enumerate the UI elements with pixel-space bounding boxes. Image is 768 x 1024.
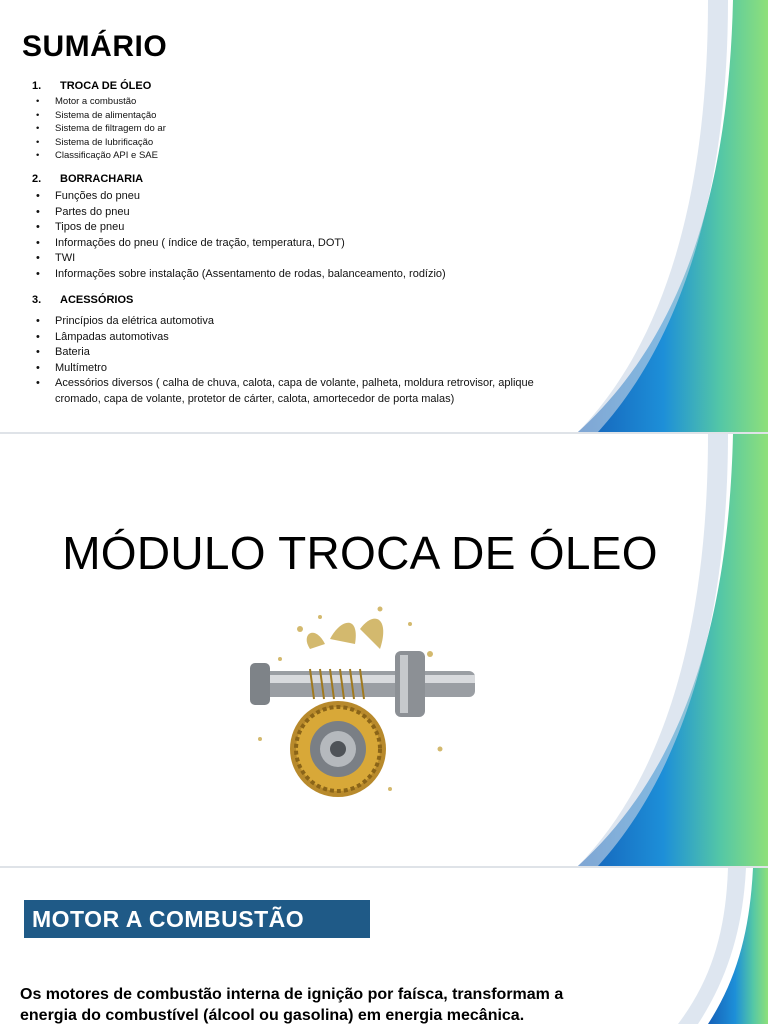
bullet-icon: • [36, 96, 40, 107]
section-number: 1. [32, 80, 42, 92]
list-item: • Lâmpadas automotivas [0, 330, 560, 346]
page-title: SUMÁRIO [22, 30, 168, 63]
bullet-icon: • [36, 150, 40, 161]
list-item: • Bateria [0, 345, 560, 361]
list-item: • Sistema de lubrificação [36, 136, 154, 148]
bullet-icon: • [36, 221, 40, 234]
module-title: MÓDULO TROCA DE ÓLEO [62, 527, 658, 579]
bullet-icon: • [36, 377, 40, 390]
section-label: TROCA DE ÓLEO [60, 80, 152, 92]
list-item: • Sistema de alimentação [36, 109, 157, 121]
bullet-icon: • [36, 330, 40, 343]
bullet-icon: • [36, 109, 40, 121]
decorative-swoosh [578, 868, 768, 1024]
bullet-icon: • [36, 346, 40, 359]
bullet-icon: • [36, 136, 40, 148]
section-list [0, 95, 166, 163]
bullet-icon: • [36, 315, 40, 327]
decorative-swoosh [578, 0, 768, 432]
section-number: 2. [32, 173, 42, 185]
bullet-icon: • [36, 252, 40, 265]
bullet-icon: • [36, 205, 40, 218]
list-item: • Multímetro [0, 361, 560, 377]
slide-summary [0, 0, 768, 432]
section-heading [32, 80, 151, 92]
section-label: ACESSÓRIOS [60, 294, 134, 306]
section-heading [32, 173, 143, 185]
section-number: 3. [32, 294, 42, 306]
list-item: • Motor a combustão [36, 96, 137, 107]
section-heading [32, 294, 133, 306]
bullet-icon: • [36, 267, 40, 280]
list-item: • Funções do pneu [0, 189, 446, 205]
section-list [0, 314, 560, 408]
list-item: • Acessórios diversos ( calha de chuva, calota, capa de volante, palheta, moldura retrovisor, aplique cromado, capa de volante, protetor de cárter, calota, amortecedor de porta malas) [36, 377, 534, 405]
section-label: BORRACHARIA [60, 173, 144, 185]
list-item: • TWI [0, 251, 446, 267]
oil-gear-splash-image [240, 599, 480, 809]
list-item: • Classificação API e SAE [36, 150, 158, 161]
slide-module-title [0, 434, 768, 866]
bullet-icon: • [36, 361, 40, 374]
bullet-icon: • [36, 190, 40, 202]
list-item: • Informações do pneu ( índice de tração, temperatura, DOT) [0, 236, 446, 252]
section-list [0, 189, 446, 283]
list-item: • Princípios da elétrica automotiva [0, 314, 560, 330]
list-item: • Tipos de pneu [0, 220, 446, 236]
bullet-icon: • [36, 236, 40, 249]
section-banner: MOTOR A COMBUSTÃO [24, 900, 370, 938]
bullet-icon: • [36, 123, 40, 134]
slide-motor-combustao [0, 868, 768, 1024]
decorative-swoosh [578, 434, 768, 866]
body-text: Os motores de combustão interna de ignição por faísca, transformam a energia do combustível (álcool ou gasolina) em energia mecânica. [20, 986, 564, 1024]
list-item: • Sistema de filtragem do ar [36, 123, 166, 134]
list-item: • Informações sobre instalação (Assentamento de rodas, balanceamento, rodízio) [0, 267, 446, 283]
list-item: • Partes do pneu [0, 205, 446, 221]
